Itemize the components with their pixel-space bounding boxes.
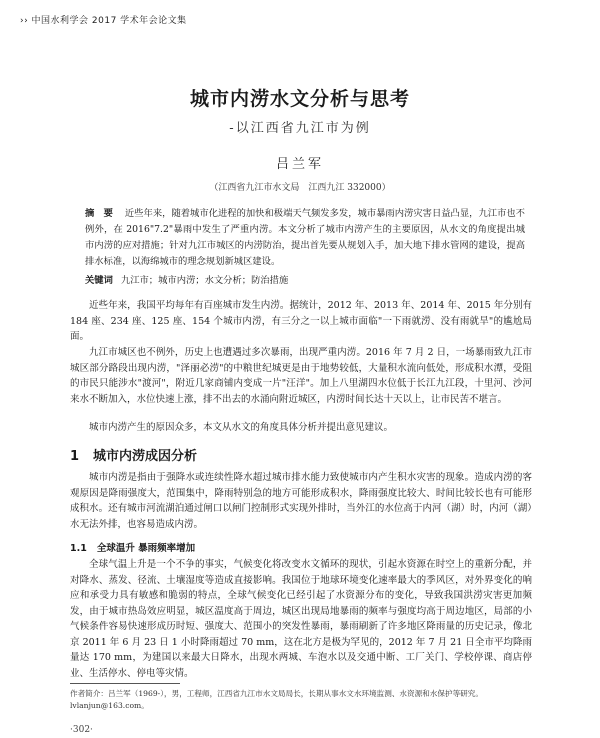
author-footnote: 作者简介：吕兰军（1969-），男，工程师，江西省九江市水文局局长，长期从事水文水环境监测、水资源和水保护等研究。lvlanjun@163.com。 — [70, 689, 483, 710]
subsection-heading — [70, 540, 195, 554]
paper-title: 城市内涝水文分析与思考 — [189, 88, 410, 110]
keywords-text: 九江市；城市内涝；水文分析；防治措施 — [120, 275, 289, 286]
abstract-label: 摘 要 — [85, 208, 113, 219]
author-name: 吕兰军 — [275, 157, 324, 172]
section-paragraph: 城市内涝是指由于强降水或连续性降水超过城市排水能力致使城市内产生积水灾害的现象。造成内涝的客观原因是降雨强度大，范围集中，降雨特别急的地方可能形成积水，降雨强度比较大、时间比较长也有可能形成积水。还有城市河流湖泊通过闸口以闸门控制形式实现外排时，当外江的水位高于内河（湖）时，内河（湖）水无法外排，也容易造成内涝。 — [70, 472, 532, 530]
author-affiliation: （江西省九江市水文局 江西九江 332000） — [209, 183, 391, 193]
paper-subtitle: -以江西省九江市为例 — [229, 121, 371, 136]
keywords — [85, 272, 525, 286]
subsection-paragraph: 全球气温上升是一个不争的事实，气候变化将改变水文循环的现状，引起水资源在时空上的重新分配，并对降水、蒸发、径流、土壤湿度等造成直接影响。我国位于地球环境变化速率最大的季风区，对外界变化的响应和承受力具有敏感和脆弱的特点，全球气候变化已经引起了水资源分布的变化，导致我国洪涝灾害更加频发，由于城市热岛效应明显，城区温度高于周边，城区出现局地暴雨的频率与强度均高于周边地区，局部的小气候条件容易快速形成历时短、强度大、范围小的突发性暴雨，暴雨刷新了许多地区降雨量的历史记录，像北京 2011 年 6 月 23 日 1 小时降雨超过 70 mm，这在北方是极为罕见的，2012 年 7 月 21 日全市平均降雨量达 170 mm，为建国以来最大日降水，出现水两城、车泡水以及交通中断、工厂关门、学校停课、商店停业、生活停水、停电等灾情。 — [70, 559, 532, 679]
intro-paragraph-3: 城市内涝产生的原因众多，本文从水文的角度具体分析并提出意见建议。 — [89, 422, 394, 433]
abstract-text: 近些年来，随着城市化进程的加快和极端天气频发多发，城市暴雨内涝灾害日益凸显，九江市也不例外，在 2016"7.2"暴雨中发生了严重内涝。本文分析了城市内涝产生的主要原因，从水文的角度提出城市内涝的应对措施；针对九江市城区的内涝防治，提出首先要从规划入手，加大地下排水管网的建设，提高排水标准，以海绵城市的理念规划新城区建设。 — [85, 208, 525, 267]
running-header: ›› 中国水利学会 2017 学术年会论文集 — [20, 16, 187, 26]
intro-paragraph-1: 近些年来，我国平均每年有百座城市发生内涝。据统计，2012 年、2013 年、2014 年、2015 年分别有 184 座、234 座、125 座、154 个城市内涝，有三分之一以上城市面临"一下雨就涝、没有雨就旱"的尴尬局面。 — [70, 300, 532, 342]
footnote-divider — [70, 683, 180, 684]
abstract — [85, 206, 525, 270]
subsection-number: 1.1 — [70, 543, 87, 554]
intro-paragraph-2: 九江市城区也不例外，历史上也遭遇过多次暴雨，出现严重内涝。2016 年 7 月 2 日，一场暴雨致九江市城区部分路段出现内涝，"泽丽必涝"的中粮世纪城更是由于地势较低，大量积水流向低处，形成积水潭，受阻的市民只能涉水"渡河"，附近几家商铺内变成一片"汪洋"。加上八里湖四水位低于长江九江段，十里河、沙河来水不断加入，水位快速上涨，排不出去的水涌向附近城区，内涝时间长达十天以上，让市民苦不堪言。 — [70, 347, 532, 405]
subsection-title: 全球温升 暴雨频率增加 — [96, 543, 196, 554]
section-heading — [70, 445, 197, 464]
page-number: ·302· — [70, 725, 93, 735]
section-number: 1 — [70, 449, 80, 464]
section-title: 城市内涝成因分析 — [93, 449, 198, 464]
keywords-label: 关键词 — [85, 275, 113, 286]
